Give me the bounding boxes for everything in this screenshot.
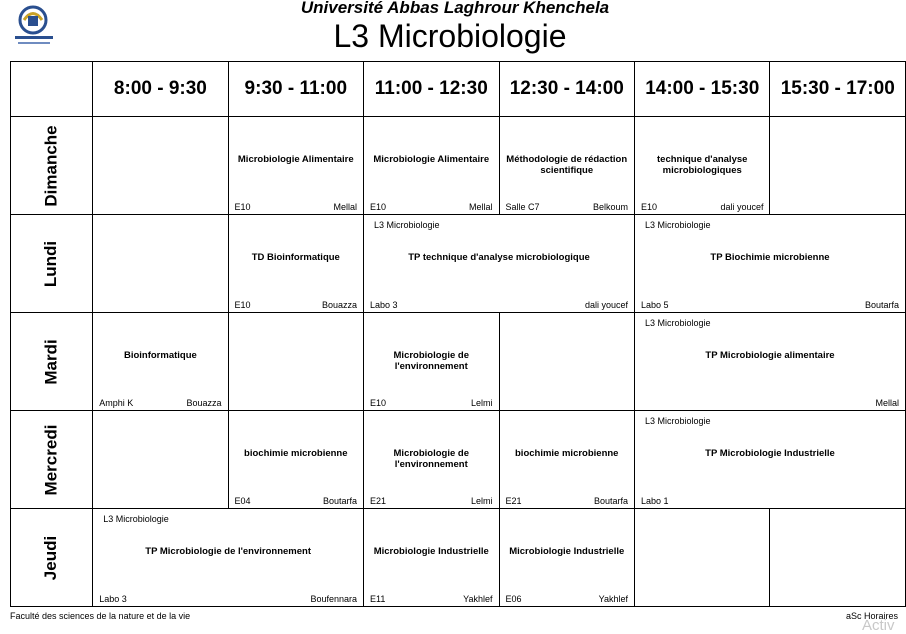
course-cell — [499, 117, 634, 215]
teacher-name: Yakhlef — [598, 594, 628, 604]
activation-watermark: Activ — [862, 617, 895, 634]
course-cell — [634, 215, 905, 313]
page-title: L3 Microbiologie — [333, 18, 567, 54]
faculty-footer: Faculté des sciences de la nature et de la vie — [10, 611, 191, 621]
teacher-name: Boutarfa — [864, 300, 899, 310]
room-label: E06 — [505, 594, 522, 604]
day-label: Mardi — [41, 338, 61, 385]
course-title: TP Microbiologie de l'environnement — [145, 546, 311, 557]
teacher-name: Lelmi — [470, 496, 493, 506]
room-label: Labo 1 — [640, 496, 669, 506]
day-label-cell — [11, 411, 93, 509]
teacher-name: Belkoum — [592, 202, 628, 212]
group-label: L3 Microbiologie — [644, 416, 711, 426]
timeslot-header: 12:30 - 14:00 — [499, 62, 634, 117]
room-label: Labo 3 — [370, 300, 398, 310]
day-label-cell — [11, 313, 93, 411]
course-cell — [364, 313, 499, 411]
timeslot-header: 15:30 - 17:00 — [770, 62, 906, 117]
room-label: E10 — [370, 202, 387, 212]
course-cell — [499, 411, 634, 509]
teacher-name: Lelmi — [470, 398, 493, 408]
group-label: L3 Microbiologie — [374, 220, 440, 230]
course-title: Microbiologie Alimentaire — [373, 154, 490, 165]
day-label-cell — [11, 117, 93, 215]
day-label: Lundi — [41, 240, 61, 287]
course-title: TP Microbiologie alimentaire — [705, 350, 835, 361]
course-cell — [93, 313, 228, 411]
empty-slot — [634, 509, 769, 607]
day-label: Mercredi — [41, 424, 61, 495]
day-row — [11, 117, 906, 215]
day-label: Jeudi — [41, 535, 61, 580]
day-row — [11, 509, 906, 607]
course-cell — [364, 117, 499, 215]
timetable-body — [11, 117, 906, 607]
teacher-name: Yakhlef — [463, 594, 493, 604]
room-label: Amphi K — [99, 398, 134, 408]
teacher-name: dali youcef — [584, 300, 628, 310]
teacher-name: Boutarfa — [322, 496, 358, 506]
room-label: E04 — [234, 496, 251, 506]
day-label-cell — [11, 215, 93, 313]
empty-slot — [770, 509, 906, 607]
course-cell — [364, 215, 635, 313]
course-title: Microbiologie de l'environnement — [393, 350, 469, 372]
course-title: biochimie microbienne — [244, 448, 348, 459]
timeslot-header: 8:00 - 9:30 — [93, 62, 228, 117]
course-title: Microbiologie Industrielle — [509, 546, 625, 557]
empty-slot — [770, 117, 906, 215]
timeslot-header: 9:30 - 11:00 — [228, 62, 363, 117]
day-row — [11, 411, 906, 509]
room-label: Labo 5 — [640, 300, 669, 310]
timeslot-header-row — [11, 62, 906, 117]
empty-slot — [93, 117, 228, 215]
course-cell — [634, 411, 905, 509]
software-credit: aSc Horaires — [845, 611, 898, 621]
course-title: technique d'analyse microbiologiques — [657, 154, 748, 176]
course-title: Méthodologie de rédaction scientifique — [506, 154, 628, 176]
timetable — [10, 61, 906, 607]
day-row — [11, 313, 906, 411]
room-label: E21 — [370, 496, 387, 506]
course-cell — [634, 313, 905, 411]
teacher-name: Boufennara — [310, 594, 358, 604]
course-cell — [228, 117, 363, 215]
room-label: Salle C7 — [505, 202, 540, 212]
day-row — [11, 215, 906, 313]
course-title: TP Biochimie microbienne — [710, 252, 830, 263]
corner-cell — [11, 62, 93, 117]
room-label: E10 — [234, 202, 251, 212]
room-label: Labo 3 — [99, 594, 127, 604]
empty-slot — [228, 313, 363, 411]
course-cell — [364, 411, 499, 509]
timeslot-header: 11:00 - 12:30 — [364, 62, 499, 117]
group-label: L3 Microbiologie — [644, 318, 711, 328]
empty-slot — [499, 313, 634, 411]
course-cell — [228, 215, 363, 313]
course-title: TP Microbiologie Industrielle — [705, 448, 835, 459]
room-label: E11 — [370, 594, 386, 604]
room-label: E10 — [370, 398, 387, 408]
teacher-name: Mellal — [468, 202, 493, 212]
room-label: E10 — [234, 300, 251, 310]
day-label-cell — [11, 509, 93, 607]
course-cell — [364, 509, 499, 607]
teacher-name: Mellal — [875, 398, 899, 408]
teacher-name: dali youcef — [720, 202, 764, 212]
course-cell — [228, 411, 363, 509]
empty-slot — [93, 411, 228, 509]
empty-slot — [93, 215, 228, 313]
room-label: E10 — [640, 202, 657, 212]
timeslot-header: 14:00 - 15:30 — [634, 62, 769, 117]
course-title: TP technique d'analyse microbiologique — [408, 252, 590, 263]
course-title: Bioinformatique — [123, 350, 197, 361]
day-label: Dimanche — [41, 124, 61, 207]
group-label: L3 Microbiologie — [644, 220, 711, 230]
group-label: L3 Microbiologie — [103, 514, 169, 524]
university-name: Université Abbas Laghrour Khenchela — [300, 0, 610, 17]
course-title: biochimie microbienne — [515, 448, 619, 459]
course-title: Microbiologie Alimentaire — [237, 154, 354, 165]
course-cell — [499, 509, 634, 607]
course-title: Microbiologie Industrielle — [373, 546, 489, 557]
course-cell — [93, 509, 364, 607]
course-cell — [634, 117, 769, 215]
teacher-name: Bouazza — [321, 300, 358, 310]
teacher-name: Bouazza — [186, 398, 222, 408]
room-label: E21 — [505, 496, 522, 506]
course-title: TD Bioinformatique — [251, 252, 340, 263]
teacher-name: Mellal — [333, 202, 358, 212]
teacher-name: Boutarfa — [593, 496, 628, 506]
course-title: Microbiologie de l'environnement — [393, 448, 469, 470]
